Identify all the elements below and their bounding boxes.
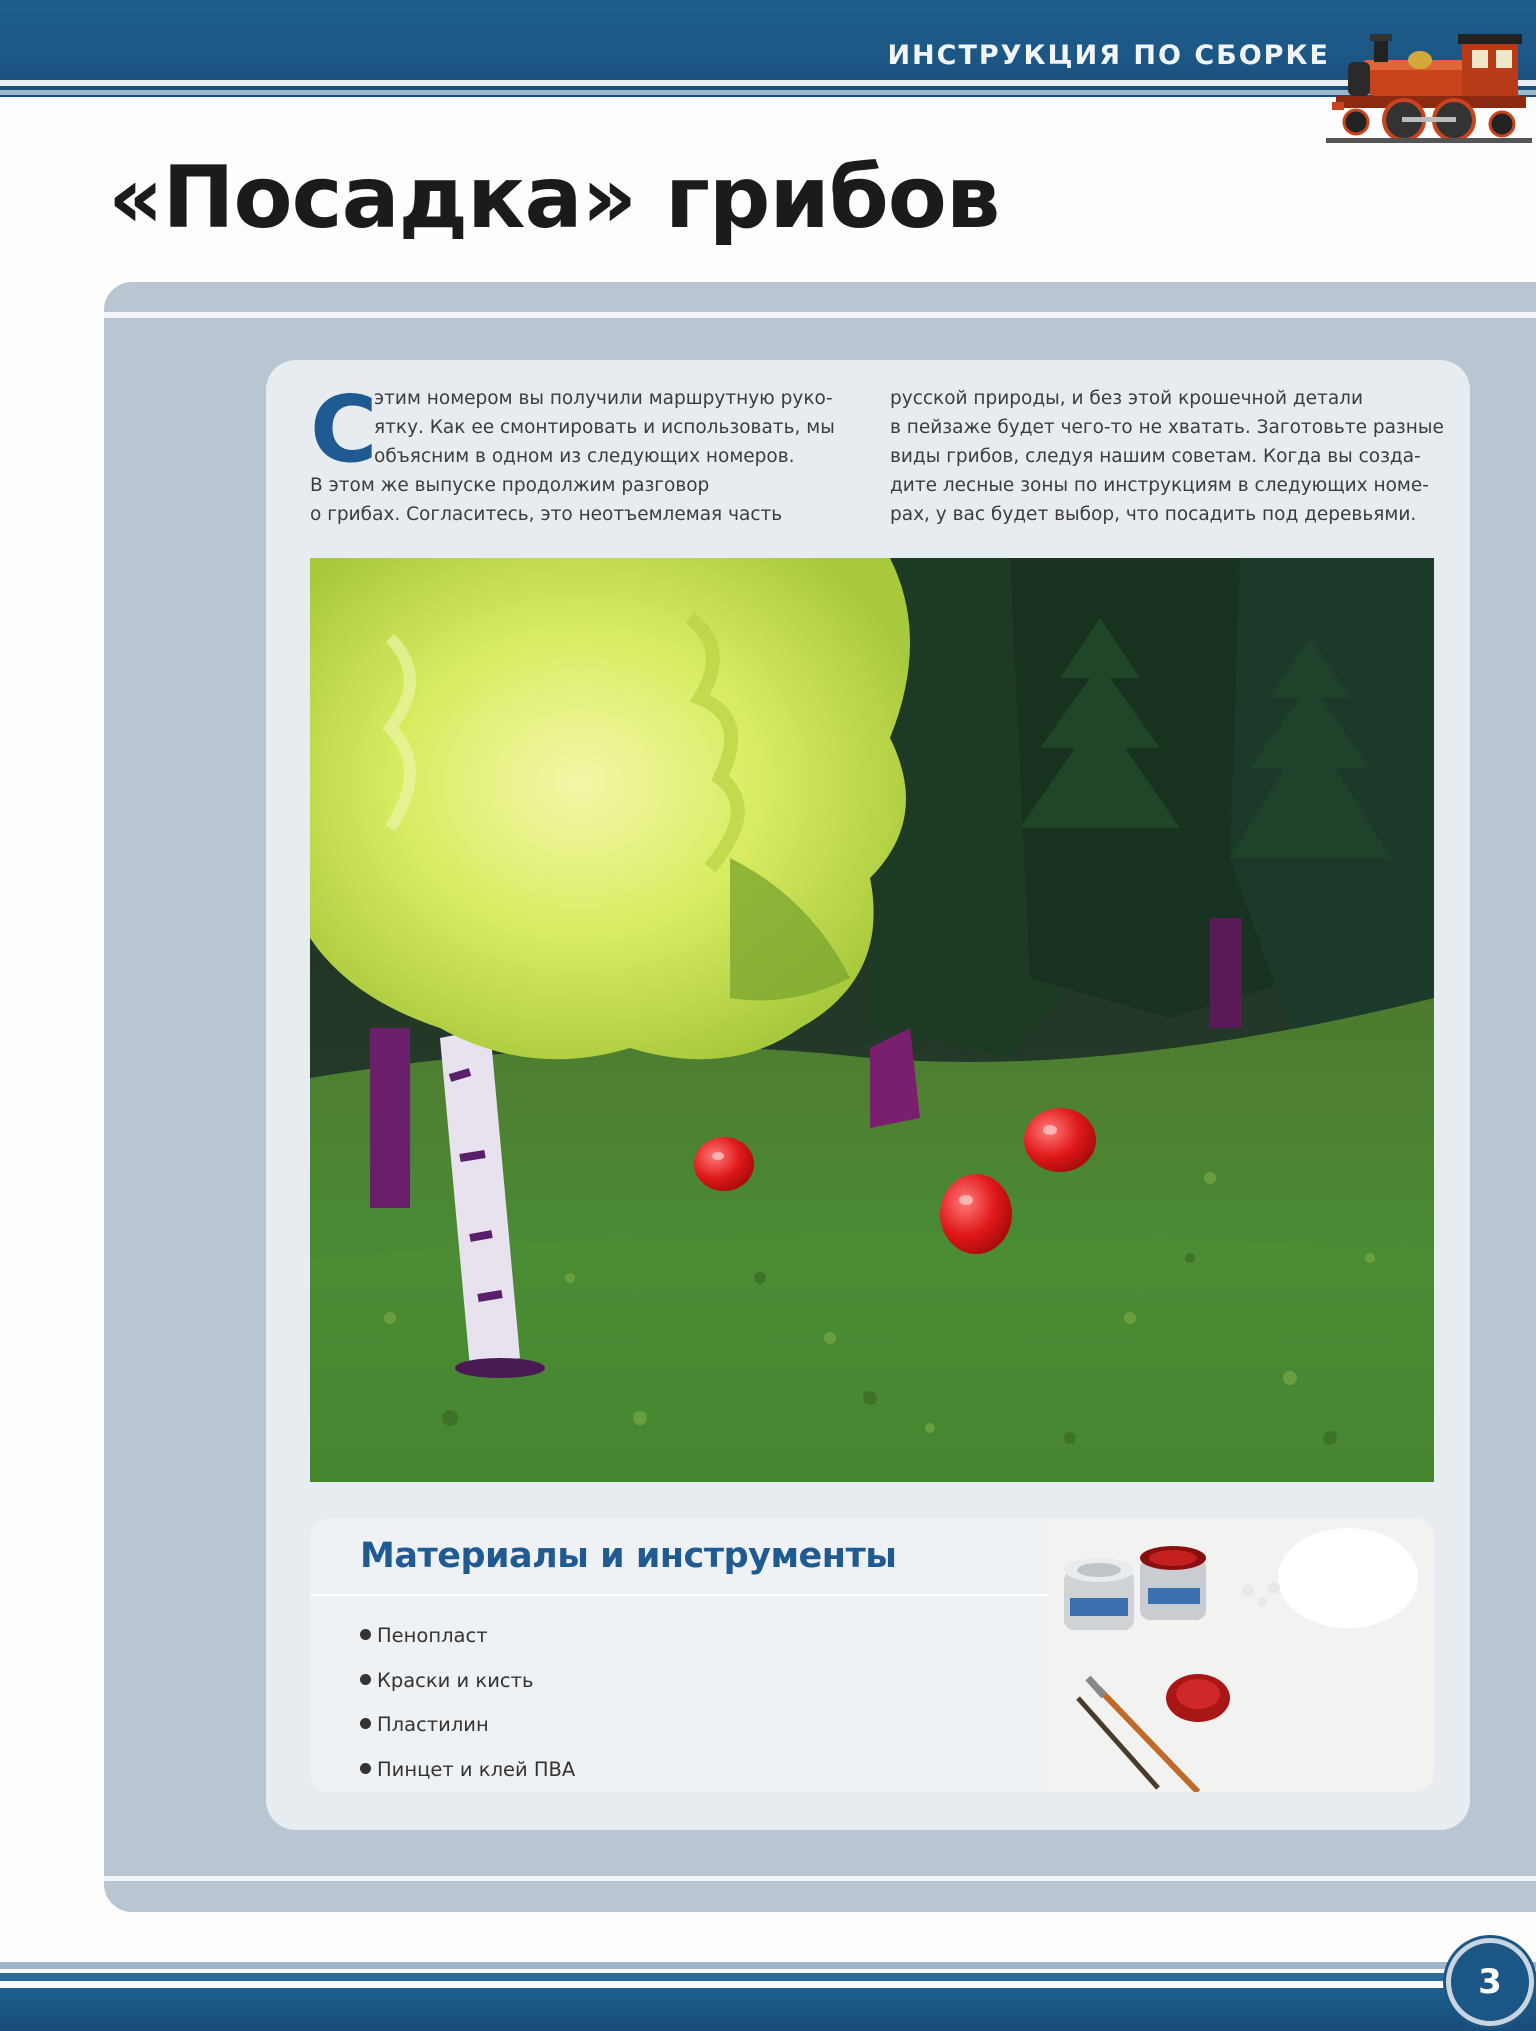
- forest-photo: [310, 558, 1434, 1482]
- page-title: «Посадка» грибов: [108, 148, 1000, 248]
- header-stripe: [0, 80, 1536, 86]
- intro-line: рах, у вас будет выбор, что посадить под деревьями.: [890, 504, 1417, 525]
- material-label: Пластилин: [377, 1713, 489, 1736]
- material-label: Пинцет и клей ПВА: [377, 1757, 576, 1781]
- bullet-icon: [360, 1674, 371, 1685]
- steam-locomotive-icon: [1312, 26, 1536, 152]
- intro-line: этим номером вы получили маршрутную руко-: [374, 388, 833, 409]
- materials-photo: [1048, 1518, 1434, 1792]
- footer-band: [0, 1988, 1536, 2031]
- intro-line: дите лесные зоны по инструкциям в следующих номе-: [890, 475, 1429, 496]
- panel-rule: [104, 1876, 1536, 1881]
- header-stripe: [0, 97, 1536, 104]
- materials-title: Материалы и инструменты: [360, 1536, 897, 1576]
- materials-rule: [310, 1594, 1048, 1596]
- panel-rule: [104, 312, 1536, 318]
- intro-line: ятку. Как ее смонтировать и использовать, мы: [374, 417, 835, 438]
- intro-line: виды грибов, следуя нашим советам. Когда вы созда-: [890, 446, 1421, 467]
- list-item: [360, 1659, 575, 1704]
- material-label: Пенопласт: [377, 1624, 488, 1647]
- bullet-icon: [360, 1763, 371, 1774]
- intro-left-column: [310, 376, 850, 529]
- page-number: 3: [1478, 1962, 1502, 2002]
- intro-line: объясним в одном из следующих номеров.: [374, 446, 795, 467]
- footer-stripe: [0, 1962, 1536, 1969]
- drop-cap: С: [310, 376, 378, 483]
- header-stripe: [0, 90, 1536, 95]
- section-label: ИНСТРУКЦИЯ ПО СБОРКЕ: [887, 40, 1330, 71]
- bullet-icon: [360, 1629, 371, 1640]
- materials-list: [360, 1614, 575, 1792]
- intro-right-column: [890, 384, 1444, 529]
- list-item: [360, 1748, 575, 1793]
- intro-line: в пейзаже будет чего-то не хватать. Заготовьте разные: [890, 417, 1444, 438]
- page-number-badge: [1446, 1938, 1534, 2026]
- footer-stripe: [0, 1973, 1536, 1981]
- material-label: Краски и кисть: [377, 1668, 534, 1692]
- intro-line: русской природы, и без этой крошечной детали: [890, 388, 1364, 409]
- list-item: [360, 1703, 575, 1748]
- list-item: [360, 1614, 575, 1659]
- intro-line: о грибах. Согласитесь, это неотъемлемая часть: [310, 504, 783, 525]
- intro-line: В этом же выпуске продолжим разговор: [310, 475, 710, 496]
- bullet-icon: [360, 1718, 371, 1729]
- materials-box: [310, 1518, 1434, 1792]
